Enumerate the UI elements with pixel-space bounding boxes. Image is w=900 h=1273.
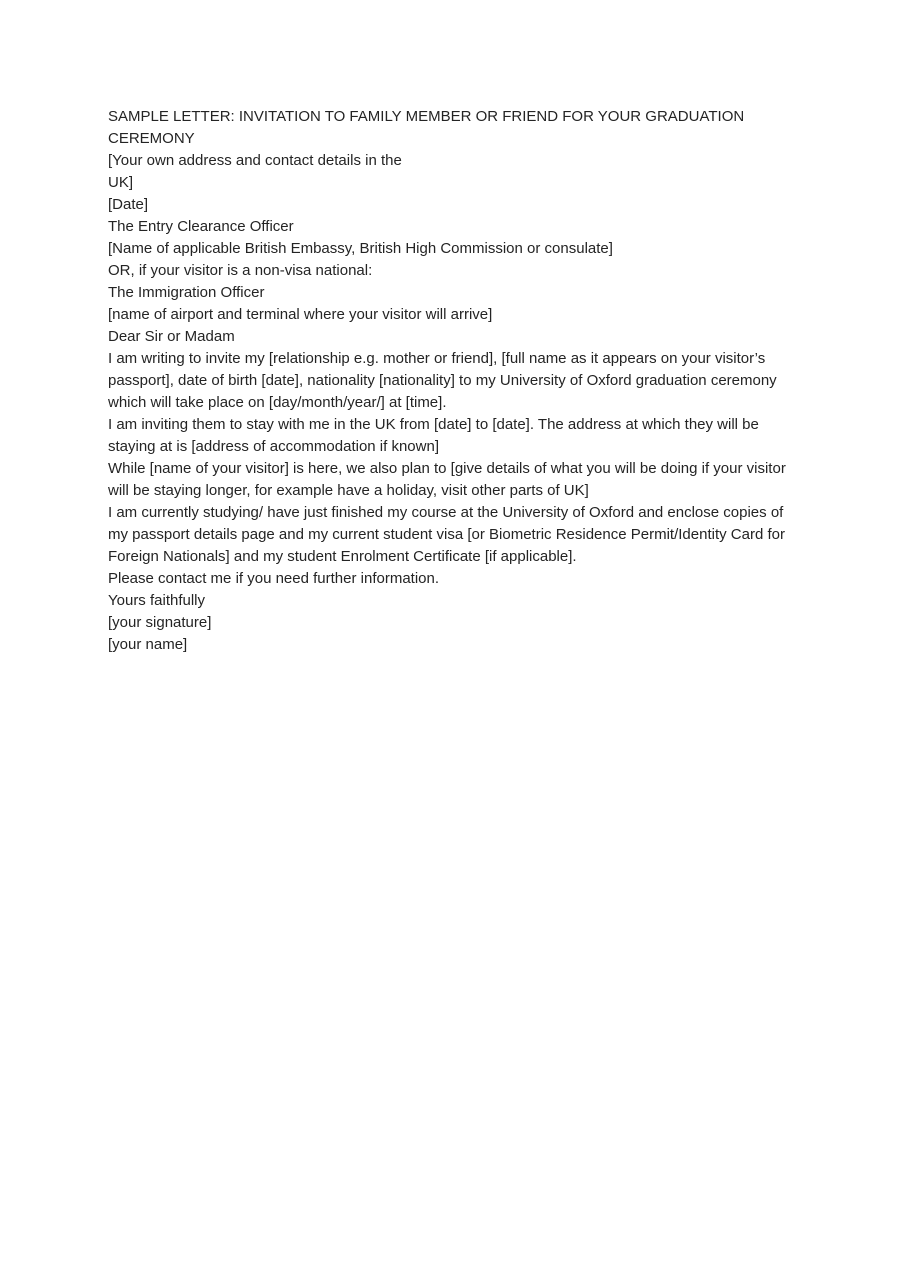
body-paragraph: While [name of your visitor] is here, we also plan to [give details of what you will be doing if your visitor will be staying longer, for example have a holiday, visit other parts of UK]	[108, 460, 786, 499]
sender-address-block	[108, 150, 412, 216]
body-paragraph: I am currently studying/ have just finished my course at the University of Oxford and enclose copies of my passport details page and my current student visa [or Biometric Residence Permit/Identity Card for Foreign Nationals] and my student Enrolment Certificate [if applicable].	[108, 504, 785, 565]
sender-date-line: [Date]	[108, 196, 149, 213]
body-paragraph: I am writing to invite my [relationship e.g. mother or friend], [full name as it appears on your visitor’s passport], date of birth [date], nationality [nationality] to my University of Oxford graduation ceremony which will take place on [day/month/year/] at [time].	[108, 350, 777, 411]
name-placeholder: [your name]	[108, 636, 188, 653]
signature-placeholder: [your signature]	[108, 614, 212, 631]
recipient-alternative-block	[108, 282, 792, 326]
recipient-primary-detail: [Name of applicable British Embassy, British High Commission or consulate]	[108, 240, 613, 257]
recipient-primary-title: The Entry Clearance Officer	[108, 218, 294, 235]
letter-heading: SAMPLE LETTER: INVITATION TO FAMILY MEMBER OR FRIEND FOR YOUR GRADUATION CEREMONY	[108, 108, 745, 147]
body-paragraph: I am inviting them to stay with me in the UK from [date] to [date]. The address at which they will be staying at is [address of accommodation if known]	[108, 416, 759, 455]
salutation: Dear Sir or Madam	[108, 328, 235, 345]
closing: Yours faithfully	[108, 592, 206, 609]
recipient-alternative-title: The Immigration Officer	[108, 284, 265, 301]
body-paragraph: Please contact me if you need further information.	[108, 570, 440, 587]
letter-content	[108, 106, 792, 656]
alternative-note: OR, if your visitor is a non-visa national:	[108, 262, 373, 279]
recipient-primary-block	[108, 216, 792, 260]
sender-address-line: [Your own address and contact details in the UK]	[108, 152, 402, 191]
recipient-alternative-detail: [name of airport and terminal where your visitor will arrive]	[108, 306, 493, 323]
